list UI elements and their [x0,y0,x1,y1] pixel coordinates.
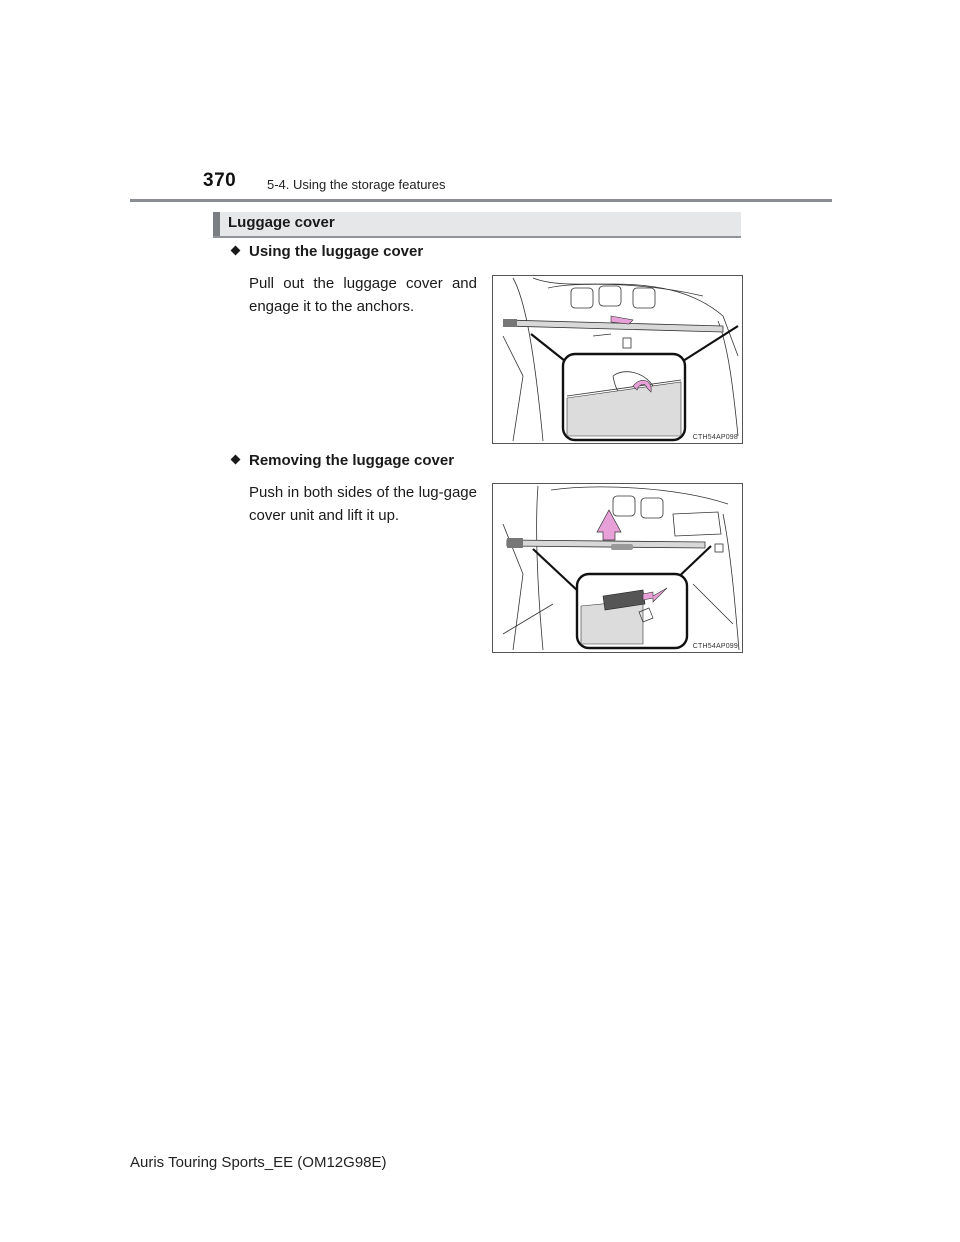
header-rule [130,199,832,202]
subheading-removing [232,452,454,469]
instruction-removing: Push in both sides of the lug-gage cover unit and lift it up. [249,484,477,524]
footer-manual-title: Auris Touring Sports_EE (OM12G98E) [130,1154,387,1171]
subheading-using [232,243,423,260]
section-heading-band [213,212,741,238]
bullet-diamond-icon [231,246,241,256]
figure-code-using: CTH54AP098 [692,434,738,441]
luggage-cover-anchor-illustration [493,276,742,443]
figure-removing-luggage-cover [492,483,743,653]
page-number: 370 [203,170,237,191]
heading-band-marker [213,212,220,236]
figure-using-luggage-cover [492,275,743,444]
section-title: 5-4. Using the storage features [267,177,446,192]
subheading-removing-label: Removing the luggage cover [249,452,455,469]
section-heading: Luggage cover [228,214,335,231]
subheading-using-label: Using the luggage cover [249,243,424,260]
instruction-using: Pull out the luggage cover and engage it to the anchors. [249,275,477,315]
figure-code-removing: CTH54AP099 [692,643,738,650]
luggage-cover-removal-illustration [493,484,742,652]
bullet-diamond-icon [231,455,241,465]
